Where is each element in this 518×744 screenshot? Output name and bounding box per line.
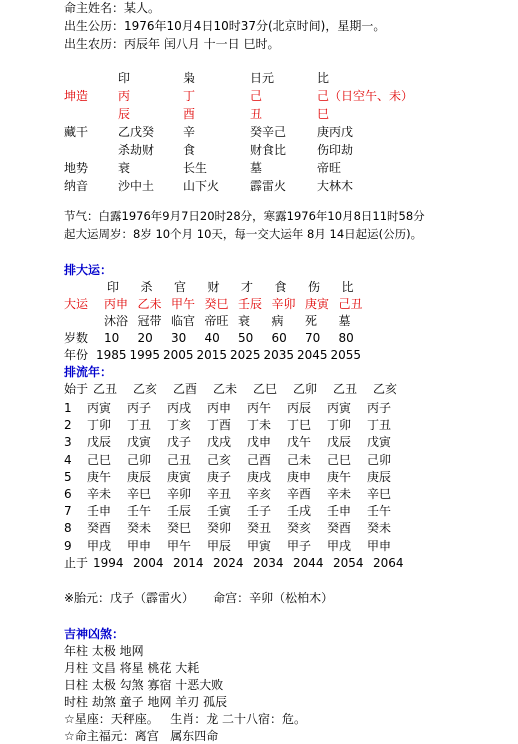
- solar-date-line: 出生公历：1976年10月4日10时37分(北京时间)，星期一。: [64, 19, 386, 33]
- liunian-cell: 癸亥: [287, 521, 312, 536]
- liunian-start-label: 始于: [64, 382, 89, 396]
- liunian-cell: 甲寅: [247, 538, 272, 553]
- canggan-label: 藏干: [64, 125, 89, 139]
- liunian-row-number: 5: [64, 469, 72, 484]
- liunian-row-number: 6: [64, 487, 72, 501]
- dayun-age-cell: 10: [104, 331, 120, 345]
- liunian-cell: 壬寅: [207, 504, 232, 519]
- stem-month: 丁: [183, 89, 196, 103]
- liunian-cell: 辛未: [87, 487, 112, 501]
- liunian-cell: 辛卯: [167, 487, 192, 501]
- liunian-cell: 己卯: [367, 452, 392, 467]
- dayun-changsheng-cell: 病: [271, 314, 284, 328]
- liunian-row-number: 4: [64, 452, 72, 467]
- liunian-cell: 甲子: [287, 538, 312, 553]
- liunian-cell: 辛酉: [287, 487, 312, 501]
- dayun-ganzhi-cell: 丙申: [104, 297, 129, 311]
- shensha-line: ☆星座：天秤座。 生肖：龙 二十八宿：危。: [64, 712, 307, 726]
- liunian-cell: 丙午: [247, 401, 272, 415]
- dayun-ganzhi-cell: 乙未: [137, 297, 162, 311]
- liunian-cell: 丁卯: [87, 418, 112, 433]
- liunian-cell: 甲申: [367, 538, 392, 553]
- dishi-cell: 墓: [250, 161, 263, 175]
- shensha-line: 年柱 太极 地网: [64, 644, 144, 658]
- liunian-cell: 丁丑: [367, 418, 392, 433]
- canggan-shishen: 财食比: [250, 143, 287, 157]
- liunian-cell: 壬午: [367, 504, 392, 519]
- liunian-cell: 辛未: [327, 487, 352, 501]
- liunian-cell: 己巳: [327, 452, 352, 467]
- dayun-age-cell: 30: [171, 331, 187, 345]
- taiyuan-line: ※胎元：戊子（霹雷火） 命宫：辛卯（松柏木）: [64, 591, 334, 605]
- dayun-age-cell: 40: [204, 331, 220, 345]
- dayun-shishen-cell: 官: [174, 280, 187, 294]
- liunian-cell: 己酉: [247, 452, 272, 467]
- year-label: 年份: [64, 348, 89, 362]
- canggan-shishen: 食: [183, 143, 196, 157]
- liunian-cell: 庚戌: [247, 469, 272, 484]
- jieqi-line: 节气：白露1976年9月7日20时28分，寒露1976年10月8日11时58分: [64, 209, 425, 223]
- liunian-cell: 癸卯: [207, 521, 232, 536]
- dayun-shishen-cell: 伤: [308, 280, 321, 294]
- liunian-cell: 壬子: [247, 504, 272, 519]
- liunian-cell: 丙子: [127, 401, 152, 415]
- liunian-cell: 丁未: [247, 418, 272, 433]
- dayun-shishen-cell: 才: [241, 280, 254, 294]
- liunian-row-number: 7: [64, 504, 72, 519]
- dayun-shishen-cell: 杀: [140, 280, 153, 294]
- dayun-changsheng-cell: 衰: [238, 314, 251, 328]
- liunian-cell: 丁亥: [167, 418, 192, 433]
- dayun-ganzhi-cell: 甲午: [171, 297, 196, 311]
- liunian-cell: 丙申: [207, 401, 232, 415]
- dayun-shishen-cell: 比: [341, 280, 354, 294]
- liunian-cell: 辛亥: [247, 487, 272, 501]
- shensha-line: 月柱 文昌 将星 桃花 大耗: [64, 661, 200, 675]
- canggan-cell: 庚丙戊: [317, 125, 354, 139]
- stem-day: 己: [250, 89, 263, 103]
- bazi-col-header: 日元: [250, 71, 275, 85]
- dayun-shishen-cell: 印: [107, 280, 120, 294]
- liunian-cell: 甲戌: [87, 538, 112, 553]
- shensha-line: ☆命主福元：离宫 属东四命: [64, 729, 219, 743]
- liunian-cell: 癸酉: [87, 521, 112, 536]
- bazi-col-header: 印: [118, 71, 131, 85]
- kunzao-label: 坤造: [64, 89, 89, 103]
- liunian-cell: 庚寅: [167, 469, 192, 484]
- dayun-title: 排大运：: [64, 263, 113, 277]
- liunian-start-cell: 乙巳: [253, 382, 278, 396]
- liunian-cell: 丙辰: [287, 401, 312, 415]
- liunian-cell: 丙寅: [327, 401, 352, 415]
- liunian-cell: 戊辰: [87, 435, 112, 450]
- dayun-year-cell: 2015: [196, 348, 228, 362]
- liunian-cell: 丙寅: [87, 401, 112, 415]
- dayun-changsheng-cell: 冠带: [137, 314, 162, 328]
- liunian-cell: 壬午: [127, 504, 152, 519]
- liunian-cell: 丁酉: [207, 418, 232, 433]
- dayun-changsheng-cell: 帝旺: [204, 314, 229, 328]
- liunian-cell: 戊辰: [327, 435, 352, 450]
- liunian-cell: 丁卯: [327, 418, 352, 433]
- liunian-cell: 甲申: [127, 538, 152, 553]
- liunian-cell: 丁丑: [127, 418, 152, 433]
- dayun-age-cell: 60: [271, 331, 287, 345]
- qiyun-line: 起大运周岁：8岁 10个月 10天，每一交大运年 8月 14日起运(公历)。: [64, 227, 423, 241]
- dayun-year-cell: 2035: [263, 348, 295, 362]
- dayun-shishen-cell: 财: [207, 280, 220, 294]
- branch-hour: 巳: [317, 107, 330, 121]
- liunian-cell: 甲戌: [327, 538, 352, 553]
- liunian-cell: 己未: [287, 452, 312, 467]
- liunian-cell: 庚子: [207, 469, 232, 484]
- liunian-cell: 癸丑: [247, 521, 272, 536]
- lunar-date-line: 出生农历：丙辰年 闰八月 十一日 巳时。: [64, 37, 280, 51]
- stem-hour: 己（日空午、未）: [317, 89, 414, 103]
- dayun-ganzhi-cell: 癸巳: [204, 297, 229, 311]
- liunian-cell: 己丑: [167, 452, 192, 467]
- dayun-ganzhi-cell: 辛卯: [271, 297, 296, 311]
- liunian-cell: 壬辰: [167, 504, 192, 519]
- liunian-start-cell: 乙亥: [133, 382, 158, 396]
- canggan-shishen: 杀劫财: [118, 143, 155, 157]
- liunian-start-cell: 乙丑: [93, 382, 118, 396]
- shensha-line: 日柱 太极 勾煞 寡宿 十恶大败: [64, 678, 224, 692]
- liunian-cell: 庚辰: [367, 469, 392, 484]
- liunian-cell: 辛丑: [207, 487, 232, 501]
- dayun-year-cell: 2045: [297, 348, 328, 362]
- liunian-end-cell: 1994: [93, 556, 124, 570]
- dishi-cell: 帝旺: [317, 161, 342, 175]
- nayin-label: 纳音: [64, 179, 89, 193]
- dayun-year-cell: 2055: [330, 348, 362, 362]
- liunian-start-cell: 乙酉: [173, 382, 198, 396]
- canggan-cell: 辛: [183, 125, 196, 139]
- branch-month: 酉: [183, 107, 196, 121]
- name-line: 命主姓名：某人。: [64, 1, 161, 15]
- dayun-ganzhi-cell: 壬辰: [238, 297, 263, 311]
- canggan-cell: 乙戊癸: [118, 125, 155, 139]
- liunian-cell: 戊寅: [127, 435, 152, 450]
- liunian-cell: 癸未: [367, 521, 392, 536]
- liunian-cell: 辛巳: [127, 487, 152, 501]
- age-label: 岁数: [64, 331, 89, 345]
- nayin-cell: 山下火: [183, 179, 220, 193]
- liunian-cell: 丙子: [367, 401, 392, 415]
- dayun-age-cell: 80: [338, 331, 354, 345]
- liunian-cell: 戊申: [247, 435, 272, 450]
- bazi-col-header: 枭: [183, 71, 196, 85]
- dayun-age-cell: 70: [305, 331, 321, 345]
- liunian-row-number: 9: [64, 538, 72, 553]
- dishi-cell: 长生: [183, 161, 208, 175]
- liunian-cell: 庚午: [87, 469, 112, 484]
- liunian-end-cell: 2004: [133, 556, 164, 570]
- liunian-row-number: 1: [64, 401, 72, 415]
- liunian-end-cell: 2034: [253, 556, 284, 570]
- liunian-cell: 戊子: [167, 435, 192, 450]
- liunian-cell: 戊戌: [207, 435, 232, 450]
- liunian-cell: 庚辰: [127, 469, 152, 484]
- liunian-cell: 戊午: [287, 435, 312, 450]
- liunian-start-cell: 乙未: [213, 382, 238, 396]
- dayun-ganzhi-cell: 庚寅: [305, 297, 330, 311]
- liunian-cell: 己卯: [127, 452, 152, 467]
- liunian-row-number: 3: [64, 435, 72, 450]
- dayun-ganzhi-cell: 己丑: [338, 297, 363, 311]
- liunian-cell: 丁巳: [287, 418, 312, 433]
- liunian-cell: 己亥: [207, 452, 232, 467]
- dayun-year-cell: 2005: [163, 348, 194, 362]
- dishi-cell: 衰: [118, 161, 131, 175]
- nayin-cell: 大林木: [317, 179, 354, 193]
- liunian-start-cell: 乙亥: [373, 382, 398, 396]
- liunian-start-cell: 乙丑: [333, 382, 358, 396]
- liunian-end-cell: 2024: [213, 556, 244, 570]
- liunian-title: 排流年：: [64, 365, 113, 379]
- dayun-changsheng-cell: 沐浴: [104, 314, 129, 328]
- nayin-cell: 霹雷火: [250, 179, 287, 193]
- branch-day: 丑: [250, 107, 263, 121]
- liunian-cell: 庚午: [327, 469, 352, 484]
- liunian-cell: 癸巳: [167, 521, 192, 536]
- liunian-cell: 戊寅: [367, 435, 392, 450]
- dishi-label: 地势: [64, 161, 89, 175]
- dayun-label: 大运: [64, 297, 89, 311]
- nayin-cell: 沙中土: [118, 179, 155, 193]
- stem-year: 丙: [118, 89, 131, 103]
- dayun-shishen-cell: 食: [274, 280, 287, 294]
- shensha-line: 时柱 劫煞 童子 地网 羊刃 孤辰: [64, 695, 228, 709]
- liunian-cell: 癸未: [127, 521, 152, 536]
- liunian-end-cell: 2064: [373, 556, 404, 570]
- dayun-changsheng-cell: 墓: [338, 314, 351, 328]
- dayun-age-cell: 50: [238, 331, 254, 345]
- liunian-cell: 辛巳: [367, 487, 392, 501]
- liunian-start-cell: 乙卯: [293, 382, 318, 396]
- liunian-row-number: 8: [64, 521, 72, 536]
- dayun-age-cell: 20: [137, 331, 153, 345]
- liunian-cell: 壬申: [87, 504, 112, 519]
- liunian-end-label: 止于: [64, 556, 89, 570]
- dayun-changsheng-cell: 死: [305, 314, 318, 328]
- liunian-end-cell: 2014: [173, 556, 204, 570]
- dayun-changsheng-cell: 临官: [171, 314, 196, 328]
- canggan-shishen: 伤印劫: [317, 143, 354, 157]
- liunian-cell: 丙戌: [167, 401, 192, 415]
- branch-year: 辰: [118, 107, 131, 121]
- liunian-cell: 甲辰: [207, 538, 232, 553]
- liunian-end-cell: 2054: [333, 556, 364, 570]
- shensha-title: 吉神凶煞：: [64, 627, 125, 641]
- liunian-cell: 壬戌: [287, 504, 312, 519]
- dayun-year-cell: 1985: [96, 348, 127, 362]
- liunian-cell: 甲午: [167, 538, 192, 553]
- liunian-cell: 癸酉: [327, 521, 352, 536]
- liunian-cell: 庚申: [287, 469, 312, 484]
- liunian-row-number: 2: [64, 418, 72, 433]
- dayun-year-cell: 2025: [230, 348, 261, 362]
- liunian-cell: 己巳: [87, 452, 112, 467]
- bazi-col-header: 比: [317, 71, 330, 85]
- liunian-cell: 壬申: [327, 504, 352, 519]
- canggan-cell: 癸辛己: [250, 125, 287, 139]
- liunian-end-cell: 2044: [293, 556, 324, 570]
- dayun-year-cell: 1995: [129, 348, 161, 362]
